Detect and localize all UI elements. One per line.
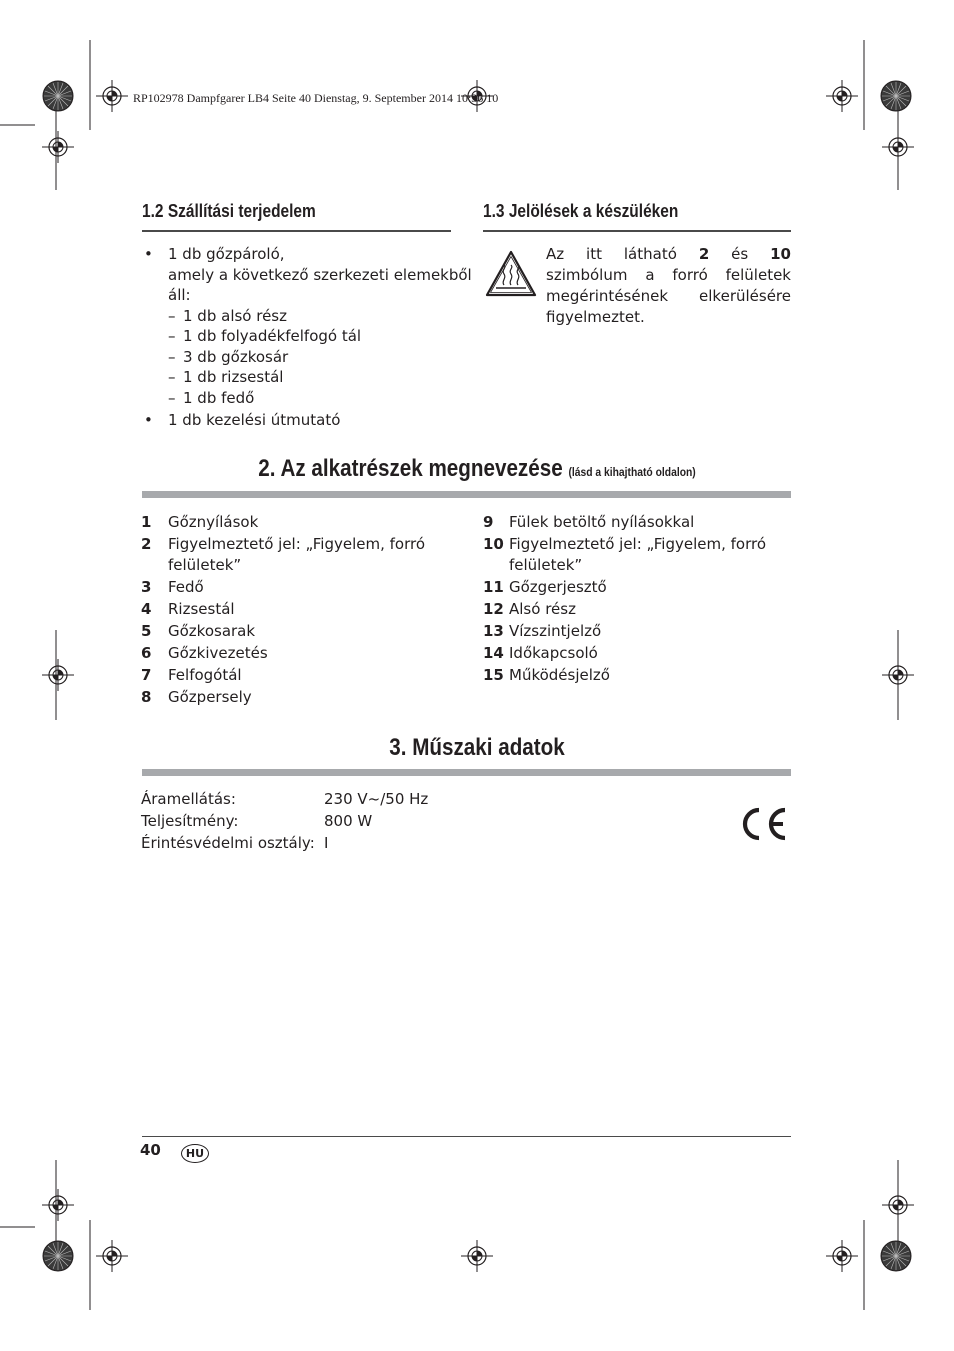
list-item: • 1 db kezelési útmutató bbox=[144, 411, 341, 429]
part-name: Gőzpersely bbox=[168, 688, 252, 706]
part-number: 14 bbox=[483, 644, 504, 662]
part-name: Gőzkosarak bbox=[168, 622, 256, 640]
ce-mark-icon bbox=[739, 806, 789, 842]
part-number: 8 bbox=[141, 688, 152, 706]
part-name: felületek” bbox=[509, 556, 583, 574]
spec-label: Érintésvédelmi osztály: bbox=[141, 834, 315, 852]
part-number: 5 bbox=[141, 622, 152, 640]
part-number: 4 bbox=[141, 600, 152, 618]
part-number: 15 bbox=[483, 666, 504, 684]
part-name: Rizsestál bbox=[168, 600, 235, 618]
part-name: Figyelmeztető jel: „Figyelem, forró bbox=[509, 535, 767, 553]
sub-list-item: – 1 db alsó rész bbox=[168, 306, 287, 325]
spec-label: Áramellátás: bbox=[141, 790, 236, 808]
bullet: • bbox=[144, 411, 153, 429]
part-number: 2 bbox=[141, 535, 152, 553]
part-number: 1 bbox=[141, 513, 152, 531]
part-number: 13 bbox=[483, 622, 504, 640]
part-name: Fedő bbox=[168, 578, 204, 596]
part-number: 11 bbox=[483, 578, 504, 596]
part-name: felületek” bbox=[168, 556, 242, 574]
part-name: Gőzkivezetés bbox=[168, 644, 268, 662]
footer-rule bbox=[142, 1136, 791, 1137]
part-number: 10 bbox=[483, 535, 504, 553]
spec-value: 800 W bbox=[324, 812, 373, 830]
print-header: RP102978 Dampfgarer LB4 Seite 40 Dienstag, 9. September 2014 10:36 10 bbox=[133, 91, 499, 105]
section-2-rule bbox=[142, 491, 791, 498]
list-item-continuation: áll: bbox=[168, 286, 191, 304]
part-name: Működésjelző bbox=[509, 666, 610, 684]
spec-value: 230 V~/50 Hz bbox=[324, 790, 429, 808]
part-name: Vízszintjelző bbox=[509, 622, 602, 640]
part-number: 12 bbox=[483, 600, 504, 618]
section-3-heading: 3. Műszaki adatok bbox=[389, 734, 565, 761]
heading-note: (lásd a kihajtható oldalon) bbox=[568, 465, 696, 479]
part-name: Gőzgerjesztő bbox=[509, 578, 607, 596]
part-name: Figyelmeztető jel: „Figyelem, forró bbox=[168, 535, 426, 553]
part-number: 7 bbox=[141, 666, 152, 684]
part-name: Felfogótál bbox=[168, 666, 242, 684]
part-number-ref: 10 bbox=[770, 245, 791, 263]
delivery-list bbox=[142, 244, 472, 431]
section-1-3-heading: 1.3 Jelölések a készüléken bbox=[483, 201, 679, 221]
sub-list-item: – 1 db fedő bbox=[168, 388, 255, 407]
part-name: Alsó rész bbox=[509, 600, 576, 618]
section-3-rule bbox=[142, 769, 791, 776]
list-item: • 1 db gőzpároló, bbox=[144, 245, 285, 263]
part-number-ref: 2 bbox=[698, 245, 710, 263]
list-item-continuation: amely a következő szerkezeti elemekből bbox=[168, 265, 472, 284]
page-number: 40 bbox=[140, 1141, 161, 1159]
section-1-2-heading: 1.2 Szállítási terjedelem bbox=[142, 201, 316, 221]
marking-description: Az itt látható 2 és 10 szimbólum a forró felületek megérintésének elkerülésére figyelmeztet. bbox=[546, 245, 791, 326]
section-1-3-rule bbox=[483, 230, 791, 232]
sub-list-item: – 1 db folyadékfelfogó tál bbox=[168, 327, 362, 345]
section-2-heading: 2. Az alkatrészek megnevezése (lásd a kihajtható oldalon) bbox=[258, 455, 696, 482]
section-1-2-rule bbox=[142, 230, 451, 232]
part-name: Fülek betöltő nyílásokkal bbox=[509, 513, 695, 531]
spec-value: I bbox=[324, 834, 329, 852]
bullet: • bbox=[144, 245, 153, 263]
sub-list-item: – 1 db rizsestál bbox=[168, 368, 284, 386]
part-name: Időkapcsoló bbox=[509, 644, 598, 662]
spec-label: Teljesítmény: bbox=[141, 812, 239, 830]
hot-surface-warning-icon bbox=[484, 249, 538, 299]
sub-list-item: – 3 db gőzkosár bbox=[168, 347, 289, 366]
part-number: 9 bbox=[483, 513, 494, 531]
language-badge: HU bbox=[181, 1144, 209, 1163]
part-name: Gőznyílások bbox=[168, 513, 259, 531]
part-number: 3 bbox=[141, 578, 152, 596]
part-number: 6 bbox=[141, 644, 152, 662]
